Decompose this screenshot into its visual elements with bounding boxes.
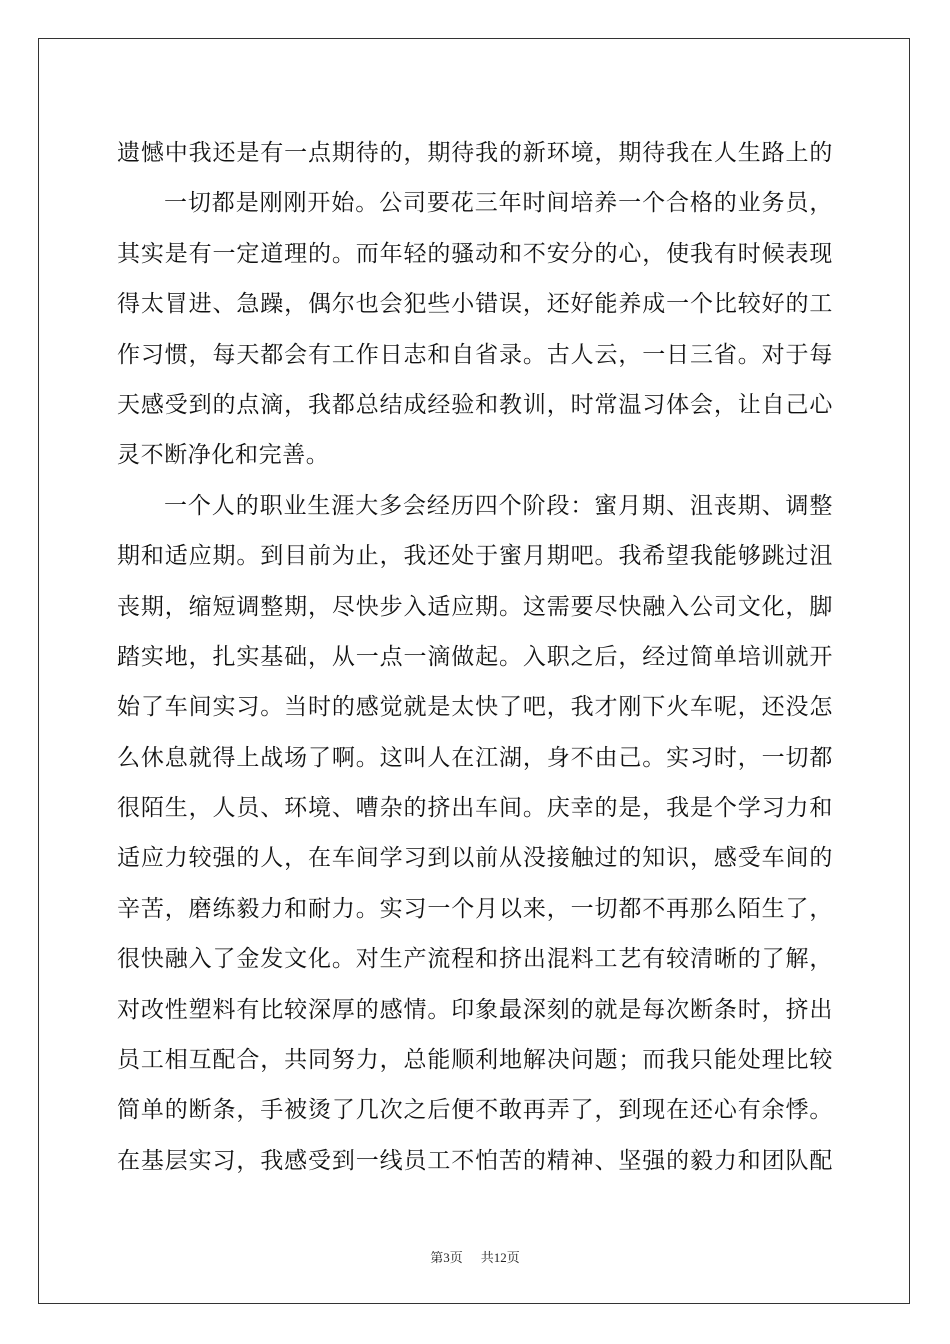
text-line: 一个人的职业生涯大多会经历四个阶段：蜜月期、沮丧期、调整 (164, 492, 833, 519)
document-body (117, 128, 833, 1186)
text-line: 遗憾中我还是有一点期待的，期待我的新环境，期待我在人生路上的 (117, 140, 833, 166)
text-line: 天感受到的点滴，我都总结成经验和教训，时常温习体会，让自己心 (117, 391, 833, 418)
text-line: 么休息就得上战场了啊。这叫人在江湖，身不由己。实习时，一切都 (117, 744, 833, 771)
total-pages-label: 共12页 (480, 1250, 520, 1265)
text-line: 简单的断条，手被烫了几次之后便不敢再弄了，到现在还心有余悸。 (117, 1097, 833, 1124)
text-line: 期和适应期。到目前为止，我还处于蜜月期吧。我希望我能够跳过沮 (117, 543, 833, 570)
text-line: 很陌生，人员、环境、嘈杂的挤出车间。庆幸的是，我是个学习力和 (117, 795, 833, 822)
text-line: 丧期，缩短调整期，尽快步入适应期。这需要尽快融入公司文化，脚 (117, 593, 833, 620)
text-line: 灵不断净化和完善。 (117, 442, 330, 469)
text-line: 对改性塑料有比较深厚的感情。印象最深刻的就是每次断条时，挤出 (117, 996, 833, 1023)
text-line: 其实是有一定道理的。而年轻的骚动和不安分的心，使我有时候表现 (117, 240, 833, 267)
text-line: 员工相互配合，共同努力，总能顺利地解决问题；而我只能处理比较 (117, 1047, 833, 1074)
text-line: 得太冒进、急躁，偶尔也会犯些小错误，还好能养成一个比较好的工 (117, 291, 833, 318)
page-footer (0, 1247, 950, 1266)
text-line: 踏实地，扎实基础，从一点一滴做起。入职之后，经过简单培训就开 (117, 643, 833, 670)
text-line: 辛苦，磨练毅力和耐力。实习一个月以来，一切都不再那么陌生了， (117, 895, 833, 922)
text-line: 始了车间实习。当时的感觉就是太快了吧，我才刚下火车呢，还没怎 (117, 694, 833, 721)
text-line: 作习惯，每天都会有工作日志和自省录。古人云，一日三省。对于每 (117, 341, 833, 368)
current-page-label: 第3页 (430, 1250, 463, 1265)
text-line: 适应力较强的人，在车间学习到以前从没接触过的知识，感受车间的 (117, 845, 833, 872)
text-line: 很快融入了金发文化。对生产流程和挤出混料工艺有较清晰的了解， (117, 946, 833, 973)
text-line: 一切都是刚刚开始。公司要花三年时间培养一个合格的业务员， (164, 190, 833, 217)
text-line: 在基层实习，我感受到一线员工不怕苦的精神、坚强的毅力和团队配 (117, 1147, 833, 1174)
